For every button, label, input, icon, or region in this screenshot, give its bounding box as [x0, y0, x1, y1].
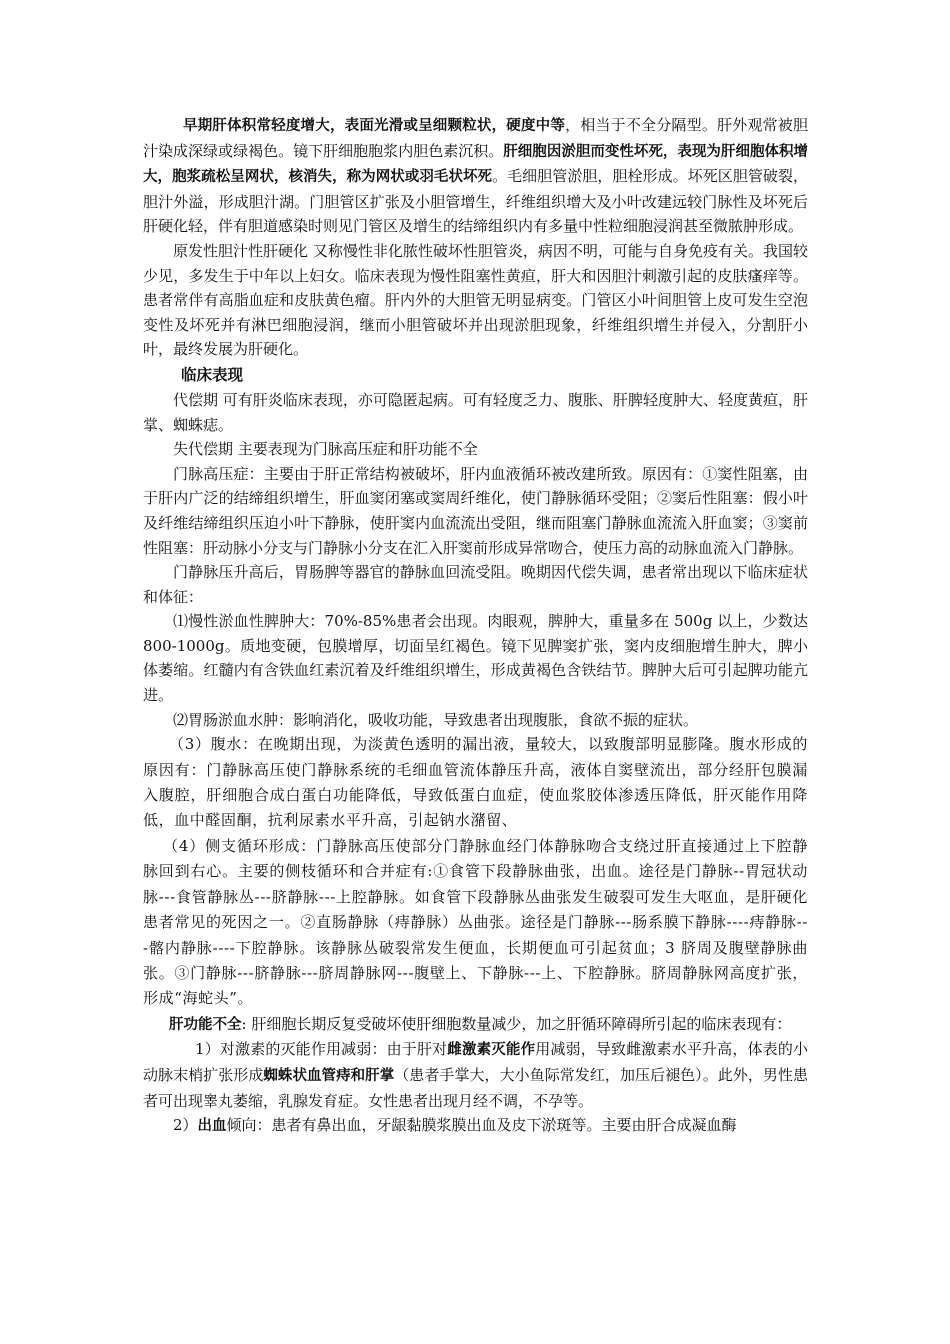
paragraph-hormone-inactivation — [143, 1037, 808, 1113]
bold-text: 出血 — [197, 1118, 227, 1135]
document-page — [143, 113, 808, 1139]
section-heading-clinical: 临床表现 — [181, 365, 244, 384]
text-run: 。毛细胆管淤胆，胆栓形成。坏死区胆管破裂，胆汁外溢，形成胆汁湖。门胆管区扩张及小胆管增生，纤维组织增大及小叶改建远较门脉性及坏死后肝硬化轻，伴有胆道感染时则见门管区及增生的结缔组织内有多量中性粒细胞浸润甚至微脓肿形成。 — [143, 167, 808, 236]
text-run: 倾向：患者有鼻出血，牙龈黏膜浆膜出血及皮下淤斑等。主要由肝合成凝血酶 — [226, 1116, 737, 1135]
paragraph-bleeding-tendency — [143, 1113, 808, 1139]
text-run: （患者手掌大，大小鱼际常发红，加压后褪色）。此外，男性患者可出现睾丸萎缩，乳腺发育症。女性患者出现月经不调，不孕等。 — [143, 1065, 808, 1110]
paragraph-collateral-circulation: （4）侧支循环形成：门静脉高压使部分门静脉血经门体静脉吻合支绕过肝直接通过上下腔静脉回到右心。主要的侧枝循环和合并症有:①食管下段静脉曲张，出血。途径是门静脉--胃冠状动脉---食管静脉丛---脐静脉---上腔静脉。如食管下段静脉丛曲张发生破裂可发生大呕血，是肝硬化患者常见的死因之一。②直肠静脉（痔静脉）丛曲张。途径是门静脉---肠系膜下静脉----痔静脉---髂内静脉----下腔静脉。该静脉丛破裂常发生便血，长期便血可引起贫血；3 脐周及腹壁静脉曲张。③门静脉---脐静脉---脐周静脉网---腹壁上、下静脉---上、下腔静脉。脐周静脉网高度扩张，形成“海蛇头”。 — [143, 836, 808, 1008]
bold-text: 早期肝体积常轻度增大，表面光滑或呈细颗粒状，硬度中等 — [183, 118, 566, 134]
paragraph-ascites: （3）腹水：在晚期出现，为淡黄色透明的漏出液，量较大，以致腹部明显膨隆。腹水形成的原因有：门静脉高压使门静脉系统的毛细血管流体静压升高，液体自窦壁流出，部分经肝包膜漏入腹腔，肝细胞合成白蛋白功能降低，导致低蛋白血症，使血浆胶体渗透压降低，肝灭能作用降低，血中醛固酮，抗利尿素水平升高，引起钠水潴留、 — [143, 735, 808, 830]
text-run: : 肝细胞长期反复受破坏使肝细胞数量减少，加之肝循环障碍所引起的临床表现有： — [241, 1014, 792, 1033]
paragraph-secondary-biliary-morphology — [143, 113, 808, 239]
bold-text: 肝细胞因淤胆而变性坏死，表现为肝细胞体积增大，胞浆疏松呈网状，核消失，称为网状或羽毛状坏死 — [143, 143, 808, 186]
text-run: 1）对激素的灭能作用减弱：由于肝对 — [195, 1040, 448, 1059]
text-run: ，相当于不全分隔型。肝外观常被胆汁染成深绿或绿褐色。镜下肝细胞胞浆内胆色素沉积。 — [143, 116, 808, 160]
paragraph-decompensated-stage: 失代偿期 主要表现为门脉高压症和肝功能不全 — [173, 440, 478, 459]
bold-text: 蜘蛛状血管痔和肝掌 — [263, 1067, 395, 1084]
text-run: 2） — [173, 1116, 198, 1135]
text-run: 用减弱，导致雌激素水平升高，体表的小动脉末梢扩张形成 — [143, 1040, 808, 1084]
paragraph-compensated-stage: 代偿期 可有肝炎临床表现，亦可隐匿起病。可有轻度乏力、腹胀、肝脾轻度肿大、轻度黄疸，肝掌、蜘蛛痣。 — [143, 390, 808, 434]
paragraph-portal-hypertension: 门脉高压症：主要由于肝正常结构被破坏，肝内血液循环被改建所致。原因有：①窦性阻塞，由于肝内广泛的结缔组织增生，肝血窦闭塞或窦周纤维化，使门静脉循环受阻；②窦后性阻塞：假小叶及纤维结缔组织压迫小叶下静脉，使肝窦内血流流出受阻，继而阻塞门静脉血流流入肝血窦；③窦前性阻塞：肝动脉小分支与门静脉小分支在汇入肝窦前形成异常吻合，使压力高的动脉血流入门静脉。 — [143, 464, 808, 557]
paragraph-portal-pressure-rise: 门静脉压升高后，胃肠脾等器官的静脉血回流受阻。晚期因代偿失调，患者常出现以下临床症状和体征： — [143, 563, 808, 606]
paragraph-splenomegaly: ⑴慢性淤血性脾肿大：70%-85%患者会出现。肉眼观，脾肿大，重量多在 500g 以上，少数达 800-1000g。质地变硬，包膜增厚，切面呈红褐色。镜下见脾窦扩张，窦内皮细胞增生肿大，脾小体萎缩。红髓内有含铁血红素沉着及纤维组织增生，形成黄褐色含铁结节。脾肿大后可引起脾功能亢进。 — [143, 612, 808, 705]
paragraph-primary-biliary-cirrhosis: 原发性胆汁性肝硬化 又称慢性非化脓性破坏性胆管炎，病因不明，可能与自身免疫有关。我国较少见，多发生于中年以上妇女。临床表现为慢性阻塞性黄疸，肝大和因胆汁刺激引起的皮肤瘙痒等。患者常伴有高脂血症和皮肤黄色瘤。肝内外的大胆管无明显病变。门管区小叶间胆管上皮可发生空泡变性及坏死并有淋巴细胞浸润，继而小胆管破坏并出现淤胆现象，纤维组织增生并侵入，分割肝小叶，最终发展为肝硬化。 — [143, 241, 808, 359]
bold-text: 肝功能不全 — [169, 1016, 242, 1033]
paragraph-liver-insufficiency — [143, 1012, 808, 1038]
paragraph-gi-congestion: ⑵胃肠淤血水肿：影响消化，吸收功能，导致患者出现腹胀，食欲不振的症状。 — [173, 710, 699, 729]
bold-text: 雌激素灭能作 — [447, 1042, 536, 1059]
